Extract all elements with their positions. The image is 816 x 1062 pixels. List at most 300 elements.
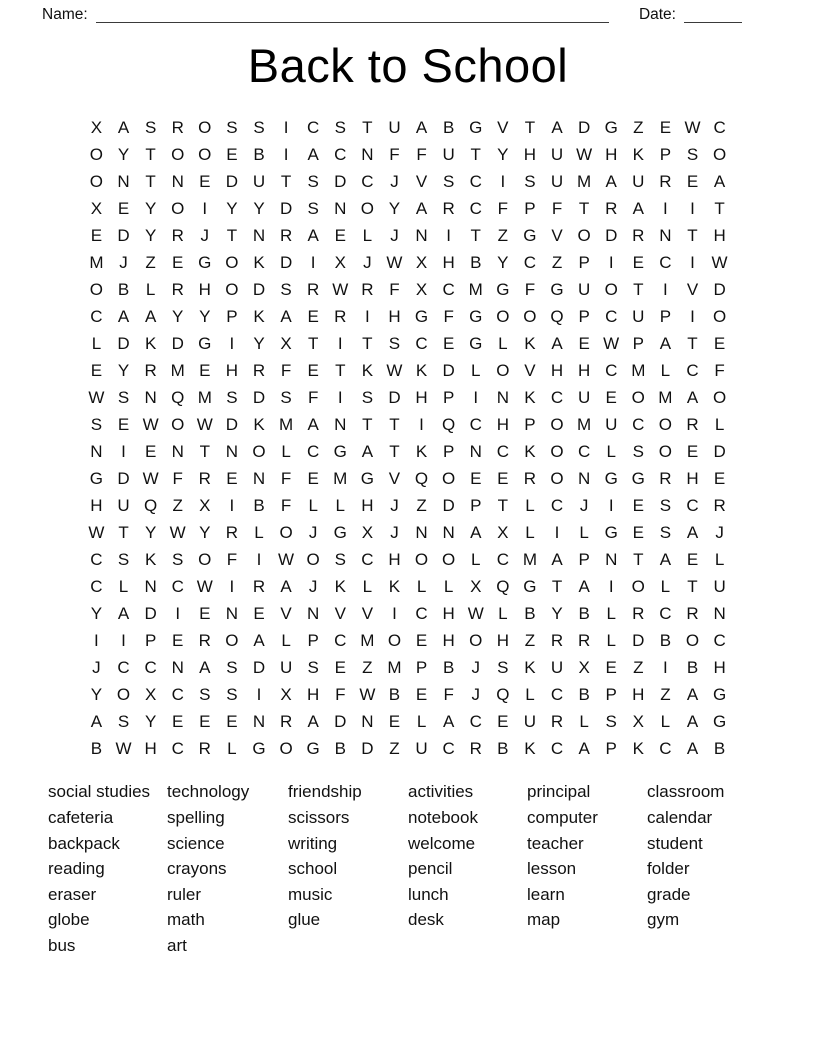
grid-letter: N <box>252 712 266 732</box>
grid-letter: A <box>199 658 211 678</box>
grid-letter: E <box>90 361 103 381</box>
grid-letter: E <box>605 658 617 678</box>
grid-letter: U <box>577 388 591 408</box>
grid-letter: F <box>389 145 400 165</box>
grid-letter: A <box>280 307 292 327</box>
grid-letter: H <box>442 604 455 624</box>
grid-letter: O <box>225 253 239 273</box>
grid-letter: C <box>469 172 482 192</box>
grid-letter: H <box>90 496 103 516</box>
grid-letter: E <box>415 631 428 651</box>
grid-letter: O <box>685 631 700 651</box>
grid-letter: X <box>497 523 509 543</box>
grid-letter: I <box>690 253 695 273</box>
grid-letter: S <box>524 172 536 192</box>
grid-letter: O <box>712 145 727 165</box>
grid-letter: L <box>416 577 427 597</box>
word-item: folder <box>647 859 690 879</box>
grid-letter: E <box>686 442 699 462</box>
grid-letter: C <box>632 415 645 435</box>
grid-letter: G <box>604 523 618 543</box>
grid-letter: E <box>172 253 184 273</box>
grid-letter: M <box>522 550 537 570</box>
grid-letter: A <box>117 604 130 624</box>
grid-letter: A <box>551 550 563 570</box>
grid-letter: M <box>360 631 375 651</box>
grid-letter: L <box>498 334 508 354</box>
grid-letter: I <box>608 577 614 597</box>
grid-letter: Z <box>633 118 644 138</box>
grid-letter: S <box>226 118 238 138</box>
grid-letter: P <box>442 442 455 462</box>
grid-letter: P <box>659 307 672 327</box>
grid-letter: T <box>633 280 644 300</box>
grid-letter: N <box>90 442 103 462</box>
grid-letter: G <box>550 280 564 300</box>
grid-letter: G <box>333 523 347 543</box>
grid-letter: H <box>632 685 645 705</box>
grid-letter: E <box>605 388 617 408</box>
grid-letter: D <box>117 226 130 246</box>
word-item: reading <box>48 859 105 879</box>
grid-letter: S <box>442 172 455 192</box>
word-list <box>48 779 816 958</box>
grid-letter: R <box>523 469 537 489</box>
grid-letter: S <box>334 118 346 138</box>
grid-letter: S <box>90 415 103 435</box>
word-item: school <box>288 859 338 879</box>
grid-letter: L <box>606 442 616 462</box>
grid-letter: D <box>334 172 347 192</box>
grid-letter: C <box>469 712 482 732</box>
grid-letter: O <box>442 469 456 489</box>
grid-letter: W <box>88 523 105 543</box>
grid-letter: D <box>605 226 618 246</box>
grid-letter: C <box>686 361 699 381</box>
grid-letter: E <box>334 658 346 678</box>
grid-letter: W <box>88 388 105 408</box>
grid-letter: C <box>469 415 482 435</box>
grid-letter: E <box>307 469 319 489</box>
grid-letter: W <box>332 280 349 300</box>
grid-letter: A <box>470 523 482 543</box>
grid-letter: U <box>442 145 455 165</box>
word-item: teacher <box>527 833 584 853</box>
grid-letter: I <box>283 145 289 165</box>
grid-letter: Y <box>90 604 103 624</box>
grid-letter: E <box>117 199 130 219</box>
grid-letter: C <box>550 685 564 705</box>
grid-letter: S <box>199 685 211 705</box>
grid-letter: O <box>577 226 591 246</box>
grid-letter: H <box>577 361 591 381</box>
grid-letter: R <box>171 118 184 138</box>
grid-letter: T <box>687 577 698 597</box>
grid-letter: K <box>524 739 536 759</box>
grid-letter: R <box>686 415 699 435</box>
grid-letter: A <box>632 199 644 219</box>
grid-letter: I <box>175 604 181 624</box>
worksheet-page <box>0 6 816 959</box>
grid-letter: O <box>171 415 185 435</box>
grid-letter: B <box>686 658 699 678</box>
grid-letter: T <box>633 550 644 570</box>
grid-letter: I <box>94 631 99 651</box>
grid-letter: C <box>713 631 726 651</box>
grid-letter: X <box>361 523 374 543</box>
grid-letter: K <box>253 307 265 327</box>
grid-letter: H <box>523 145 537 165</box>
grid-letter: F <box>335 685 346 705</box>
grid-letter: J <box>200 226 210 246</box>
grid-letter: E <box>226 145 238 165</box>
grid-letter: R <box>198 631 211 651</box>
grid-letter: E <box>226 712 238 732</box>
grid-letter: G <box>469 334 483 354</box>
grid-letter: E <box>470 469 482 489</box>
grid-letter: R <box>632 604 645 624</box>
grid-letter: W <box>196 415 213 435</box>
grid-letter: O <box>604 280 618 300</box>
grid-letter: D <box>252 280 266 300</box>
grid-letter: L <box>91 334 102 354</box>
grid-letter: B <box>713 739 726 759</box>
grid-letter: Y <box>144 226 157 246</box>
grid-letter: E <box>388 712 401 732</box>
grid-letter: J <box>390 496 399 516</box>
grid-letter: E <box>90 226 103 246</box>
grid-letter: J <box>471 685 480 705</box>
grid-letter: V <box>686 280 699 300</box>
grid-letter: T <box>470 145 481 165</box>
grid-letter: R <box>469 739 482 759</box>
grid-letter: K <box>253 415 265 435</box>
grid-letter: J <box>715 523 724 543</box>
grid-letter: O <box>171 199 185 219</box>
grid-letter: O <box>198 118 212 138</box>
word-item: glue <box>288 910 321 930</box>
grid-letter: P <box>605 685 617 705</box>
grid-letter: L <box>525 523 535 543</box>
grid-letter: V <box>334 604 346 624</box>
grid-letter: S <box>307 172 319 192</box>
grid-letter: O <box>469 631 483 651</box>
grid-letter: M <box>631 361 646 381</box>
grid-letter: K <box>361 361 374 381</box>
grid-letter: O <box>550 415 564 435</box>
grid-letter: N <box>496 388 509 408</box>
grid-letter: I <box>337 388 343 408</box>
grid-letter: P <box>578 550 590 570</box>
grid-letter: C <box>659 739 672 759</box>
grid-letter: S <box>144 118 157 138</box>
grid-letter: L <box>335 496 345 516</box>
grid-letter: K <box>632 739 644 759</box>
grid-letter: B <box>253 496 265 516</box>
grid-letter: A <box>686 712 699 732</box>
grid-letter: C <box>469 199 482 219</box>
grid-letter: L <box>362 226 373 246</box>
grid-letter: D <box>442 496 455 516</box>
grid-letter: L <box>525 496 535 516</box>
grid-letter: L <box>362 577 373 597</box>
grid-letter: D <box>334 712 347 732</box>
grid-letter: F <box>551 199 563 219</box>
grid-letter: E <box>713 469 726 489</box>
grid-letter: B <box>578 685 590 705</box>
grid-letter: I <box>608 496 614 516</box>
word-item: desk <box>408 910 444 930</box>
grid-letter: B <box>388 685 401 705</box>
grid-letter: O <box>279 739 293 759</box>
grid-letter: V <box>551 226 563 246</box>
grid-letter: O <box>225 280 239 300</box>
grid-letter: K <box>415 361 428 381</box>
grid-letter: J <box>579 496 589 516</box>
grid-letter: N <box>144 388 157 408</box>
grid-letter: R <box>686 604 699 624</box>
grid-letter: A <box>686 739 699 759</box>
grid-letter: P <box>578 253 590 273</box>
word-item: pencil <box>408 859 453 879</box>
grid-letter: I <box>202 199 208 219</box>
grid-letter: M <box>197 388 212 408</box>
grid-letter: S <box>497 658 509 678</box>
grid-letter: Y <box>388 199 401 219</box>
grid-letter: B <box>659 631 672 651</box>
grid-letter: G <box>496 280 510 300</box>
word-list-column <box>167 779 288 958</box>
grid-letter: S <box>226 388 238 408</box>
grid-letter: L <box>606 604 616 624</box>
grid-letter: C <box>442 739 455 759</box>
grid-letter: F <box>389 280 400 300</box>
grid-letter: A <box>117 118 130 138</box>
grid-letter: S <box>117 388 130 408</box>
grid-letter: L <box>416 712 427 732</box>
grid-letter: U <box>550 145 564 165</box>
grid-letter: Q <box>143 496 158 516</box>
word-item: bus <box>48 935 76 955</box>
grid-letter: Z <box>660 685 671 705</box>
grid-letter: A <box>686 685 699 705</box>
grid-letter: S <box>117 550 130 570</box>
grid-letter: W <box>196 577 213 597</box>
grid-letter: O <box>442 550 456 570</box>
grid-letter: Z <box>524 631 536 651</box>
grid-letter: B <box>497 739 509 759</box>
grid-letter: R <box>550 631 564 651</box>
grid-letter: D <box>279 199 293 219</box>
grid-letter: H <box>605 145 618 165</box>
grid-letter: S <box>280 388 292 408</box>
grid-letter: H <box>415 388 428 408</box>
grid-letter: F <box>226 550 238 570</box>
grid-letter: M <box>658 388 673 408</box>
word-item: calendar <box>647 807 713 827</box>
grid-letter: E <box>172 631 184 651</box>
grid-letter: M <box>468 280 483 300</box>
grid-letter: E <box>144 442 157 462</box>
grid-letter: E <box>226 469 238 489</box>
grid-letter: F <box>307 388 319 408</box>
grid-letter: C <box>577 442 591 462</box>
word-item: lunch <box>408 884 449 904</box>
grid-letter: I <box>229 577 235 597</box>
grid-letter: T <box>578 199 590 219</box>
grid-letter: P <box>578 307 590 327</box>
grid-letter: N <box>225 604 239 624</box>
grid-letter: I <box>554 523 560 543</box>
grid-letter: S <box>334 550 346 570</box>
grid-letter: R <box>659 172 672 192</box>
grid-letter: W <box>142 469 159 489</box>
grid-letter: X <box>470 577 482 597</box>
grid-letter: I <box>364 307 370 327</box>
grid-letter: W <box>359 685 376 705</box>
grid-letter: O <box>523 307 537 327</box>
grid-letter: T <box>145 145 156 165</box>
grid-letter: K <box>524 442 536 462</box>
grid-letter: O <box>387 631 402 651</box>
grid-letter: L <box>714 550 725 570</box>
grid-letter: Z <box>145 253 156 273</box>
grid-letter: A <box>307 145 319 165</box>
grid-letter: D <box>117 469 130 489</box>
grid-letter: L <box>118 577 129 597</box>
grid-letter: T <box>497 496 509 516</box>
grid-letter: H <box>442 253 455 273</box>
grid-letter: Y <box>144 523 157 543</box>
grid-letter: U <box>279 658 293 678</box>
grid-letter: H <box>198 280 211 300</box>
grid-letter: B <box>578 604 590 624</box>
grid-letter: N <box>469 442 482 462</box>
grid-letter: H <box>686 469 699 489</box>
grid-letter: A <box>605 172 617 192</box>
grid-letter: G <box>523 577 537 597</box>
grid-letter: Z <box>633 658 644 678</box>
grid-letter: O <box>89 145 104 165</box>
grid-letter: V <box>415 172 428 192</box>
grid-letter: D <box>252 658 266 678</box>
grid-letter: T <box>280 172 292 192</box>
grid-letter: J <box>119 253 128 273</box>
grid-letter: R <box>225 523 239 543</box>
word-item: math <box>167 910 205 930</box>
grid-letter: I <box>419 415 424 435</box>
grid-letter: C <box>523 253 537 273</box>
grid-letter: R <box>307 280 320 300</box>
grid-letter: S <box>253 118 265 138</box>
grid-letter: T <box>199 442 210 462</box>
grid-letter: T <box>145 172 156 192</box>
grid-letter: G <box>523 226 537 246</box>
word-item: globe <box>48 910 90 930</box>
grid-letter: L <box>281 442 291 462</box>
grid-letter: M <box>577 172 592 192</box>
grid-letter: U <box>713 577 726 597</box>
date-input-line[interactable] <box>684 8 742 23</box>
grid-letter: H <box>713 658 726 678</box>
grid-letter: D <box>361 739 374 759</box>
grid-letter: N <box>252 226 266 246</box>
grid-letter: A <box>713 172 726 192</box>
name-input-line[interactable] <box>96 8 609 23</box>
grid-letter: R <box>334 307 347 327</box>
grid-letter: A <box>551 118 563 138</box>
grid-letter: F <box>443 685 454 705</box>
grid-letter: T <box>470 226 481 246</box>
grid-letter: C <box>605 307 618 327</box>
grid-letter: O <box>712 307 727 327</box>
word-item: writing <box>288 833 338 853</box>
grid-letter: O <box>360 199 374 219</box>
word-item: music <box>288 884 333 904</box>
grid-letter: C <box>307 442 320 462</box>
grid-letter: A <box>686 388 699 408</box>
grid-letter: U <box>632 307 645 327</box>
word-item: learn <box>527 884 565 904</box>
grid-letter: E <box>199 712 211 732</box>
grid-letter: F <box>280 496 292 516</box>
word-list-column <box>527 779 647 958</box>
grid-letter: S <box>226 658 238 678</box>
grid-letter: R <box>713 496 726 516</box>
grid-letter: C <box>307 118 320 138</box>
grid-letter: S <box>172 550 184 570</box>
grid-letter: T <box>714 199 725 219</box>
grid-letter: P <box>524 415 536 435</box>
grid-letter: N <box>171 442 184 462</box>
grid-letter: B <box>90 739 103 759</box>
grid-letter: Y <box>551 604 563 624</box>
grid-letter: V <box>361 604 374 624</box>
grid-letter: Q <box>550 307 564 327</box>
grid-letter: P <box>524 199 536 219</box>
grid-letter: E <box>686 172 699 192</box>
grid-letter: C <box>90 307 103 327</box>
grid-letter: L <box>660 361 671 381</box>
grid-letter: A <box>307 712 319 732</box>
grid-letter: I <box>229 334 235 354</box>
word-item: spelling <box>167 807 225 827</box>
grid-letter: N <box>577 469 591 489</box>
grid-letter: R <box>252 361 266 381</box>
grid-letter: C <box>361 550 374 570</box>
grid-letter: A <box>659 550 672 570</box>
grid-letter: W <box>278 550 295 570</box>
grid-letter: U <box>632 172 645 192</box>
grid-letter: N <box>361 712 374 732</box>
grid-letter: N <box>334 415 347 435</box>
word-item: friendship <box>288 782 362 802</box>
grid-letter: B <box>253 145 265 165</box>
grid-letter: Z <box>362 658 373 678</box>
grid-letter: U <box>117 496 130 516</box>
grid-letter: R <box>279 226 293 246</box>
grid-letter: H <box>307 685 320 705</box>
grid-letter: T <box>335 361 346 381</box>
grid-letter: R <box>361 280 374 300</box>
grid-letter: G <box>306 739 320 759</box>
grid-letter: T <box>362 415 373 435</box>
grid-letter: I <box>256 550 262 570</box>
grid-letter: Y <box>144 712 157 732</box>
grid-letter: A <box>253 631 265 651</box>
grid-letter: W <box>115 739 132 759</box>
grid-letter: S <box>307 658 319 678</box>
